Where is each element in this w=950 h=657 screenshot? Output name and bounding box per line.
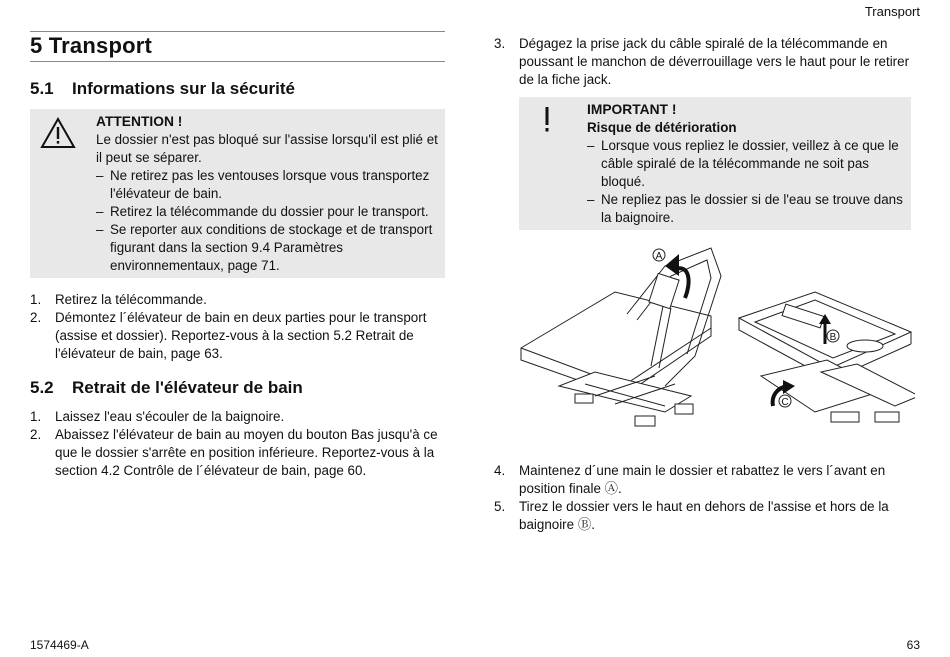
- section-title: Informations sur la sécurité: [72, 79, 295, 98]
- list-item: 3. Dégagez la prise jack du câble spiralé de la télécommande en poussant le manchon de déverrouillage vers le haut pour le retirer de la fiche jack.: [494, 36, 910, 87]
- list-item: 1. Retirez la télécommande.: [30, 292, 207, 307]
- section-5-1-heading: [30, 79, 295, 99]
- list-item: 2. Abaissez l'élévateur de bain au moyen du bouton Bas jusqu'à ce que le dossier s'arrête en position inférieure. Reportez-vous à la section 4.2 Contrôle de l´élévateur de bain, page 60.: [30, 427, 438, 478]
- section-5-2-steps: [30, 408, 445, 480]
- warning-item: – Retirez la télécommande du dossier pour le transport.: [96, 203, 442, 221]
- section-number: 5.2: [30, 378, 54, 397]
- running-header: Transport: [864, 4, 920, 19]
- figure-label-b: B: [829, 332, 837, 343]
- rule-top: [30, 31, 445, 32]
- important-item: – Lorsque vous repliez le dossier, veillez à ce que le câble spiralé de la télécommande ne soit pas bloqué.: [587, 137, 905, 191]
- list-item: 5. Tirez le dossier vers le haut en dehors de l'assise et hors de la baignoire Ⓑ.: [494, 499, 889, 532]
- important-box: [519, 97, 911, 230]
- section-5-1-steps: [30, 291, 445, 363]
- list-item: 4. Maintenez d´une main le dossier et rabattez le vers l´avant en position finale Ⓐ.: [494, 463, 886, 496]
- doc-number: 1574469-A: [30, 638, 89, 652]
- list-item: 1. Laissez l'eau s'écouler de la baignoire.: [30, 409, 285, 424]
- warning-text: Le dossier n'est pas bloqué sur l'assise lorsqu'il est plié et il peut se séparer.: [96, 132, 438, 165]
- figure-label-a: A: [655, 251, 663, 262]
- warning-box: [30, 109, 445, 278]
- section-5-2-heading: [30, 378, 303, 398]
- important-subtitle: Risque de détérioration: [587, 120, 737, 135]
- exclamation-icon: [543, 107, 551, 133]
- figure-label-c: C: [781, 397, 789, 408]
- page-number: 63: [906, 638, 920, 652]
- warning-item: – Se reporter aux conditions de stockage et de transport figurant dans la section 9.4 Paramètres environnementaux, page 71.: [96, 221, 442, 275]
- step-3: [494, 35, 914, 89]
- section-title: Retrait de l'élévateur de bain: [72, 378, 303, 397]
- rule-bottom: [30, 61, 445, 62]
- important-label: IMPORTANT !: [587, 102, 677, 117]
- bath-lift-illustration: [515, 236, 915, 448]
- important-item: – Ne repliez pas le dossier si de l'eau se trouve dans la baignoire.: [587, 191, 905, 227]
- section-number: 5.1: [30, 79, 54, 98]
- warning-triangle-icon: [40, 117, 76, 149]
- list-item: 2. Démontez l´élévateur de bain en deux parties pour le transport (assise et dossier). Reportez-vous à la section 5.2 Retrait de l'élévateur de bain, page 63.: [30, 310, 427, 361]
- warning-label: ATTENTION !: [96, 114, 183, 129]
- steps-4-5: [494, 462, 914, 534]
- warning-item: – Ne retirez pas les ventouses lorsque vous transportez l'élévateur de bain.: [96, 167, 442, 203]
- chapter-title: 5 Transport: [30, 33, 153, 58]
